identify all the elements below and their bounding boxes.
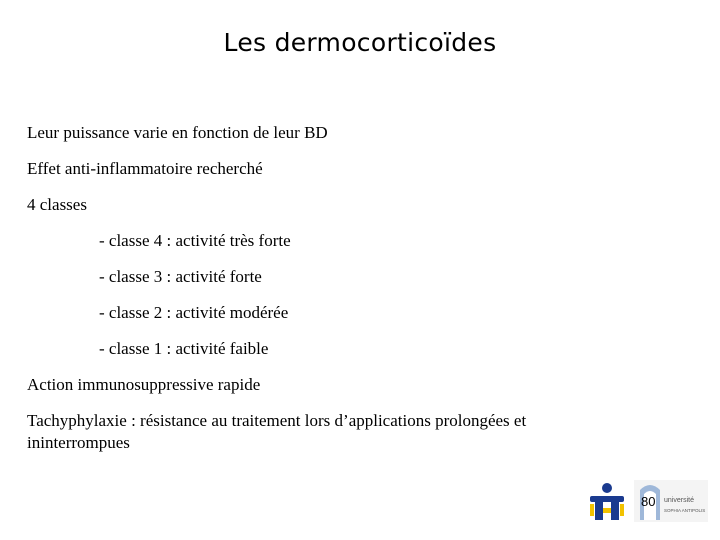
university-subtext: SOPHIA ANTIPOLIS <box>664 508 706 513</box>
body-line: 4 classes <box>27 195 87 214</box>
footer-logos <box>586 478 712 524</box>
class-item: - classe 2 : activité modérée <box>99 303 289 322</box>
body-line: Action immunosuppressive rapide <box>27 375 261 394</box>
slide-body <box>27 122 687 468</box>
class-item: - classe 1 : activité faible <box>99 339 269 358</box>
body-line: Tachyphylaxie : résistance au traitement lors d’applications prolongées et ininterrompues <box>27 411 527 452</box>
class-item: - classe 3 : activité forte <box>99 267 262 286</box>
slide-title: Les dermocorticoïdes <box>223 28 497 57</box>
page-number: 80 <box>641 494 656 509</box>
university-text: université <box>664 497 694 504</box>
faculty-logo-icon <box>588 482 626 522</box>
body-line: Effet anti-inflammatoire recherché <box>27 159 263 178</box>
body-line: Leur puissance varie en fonction de leur BD <box>27 123 328 142</box>
class-item: - classe 4 : activité très forte <box>99 231 291 250</box>
